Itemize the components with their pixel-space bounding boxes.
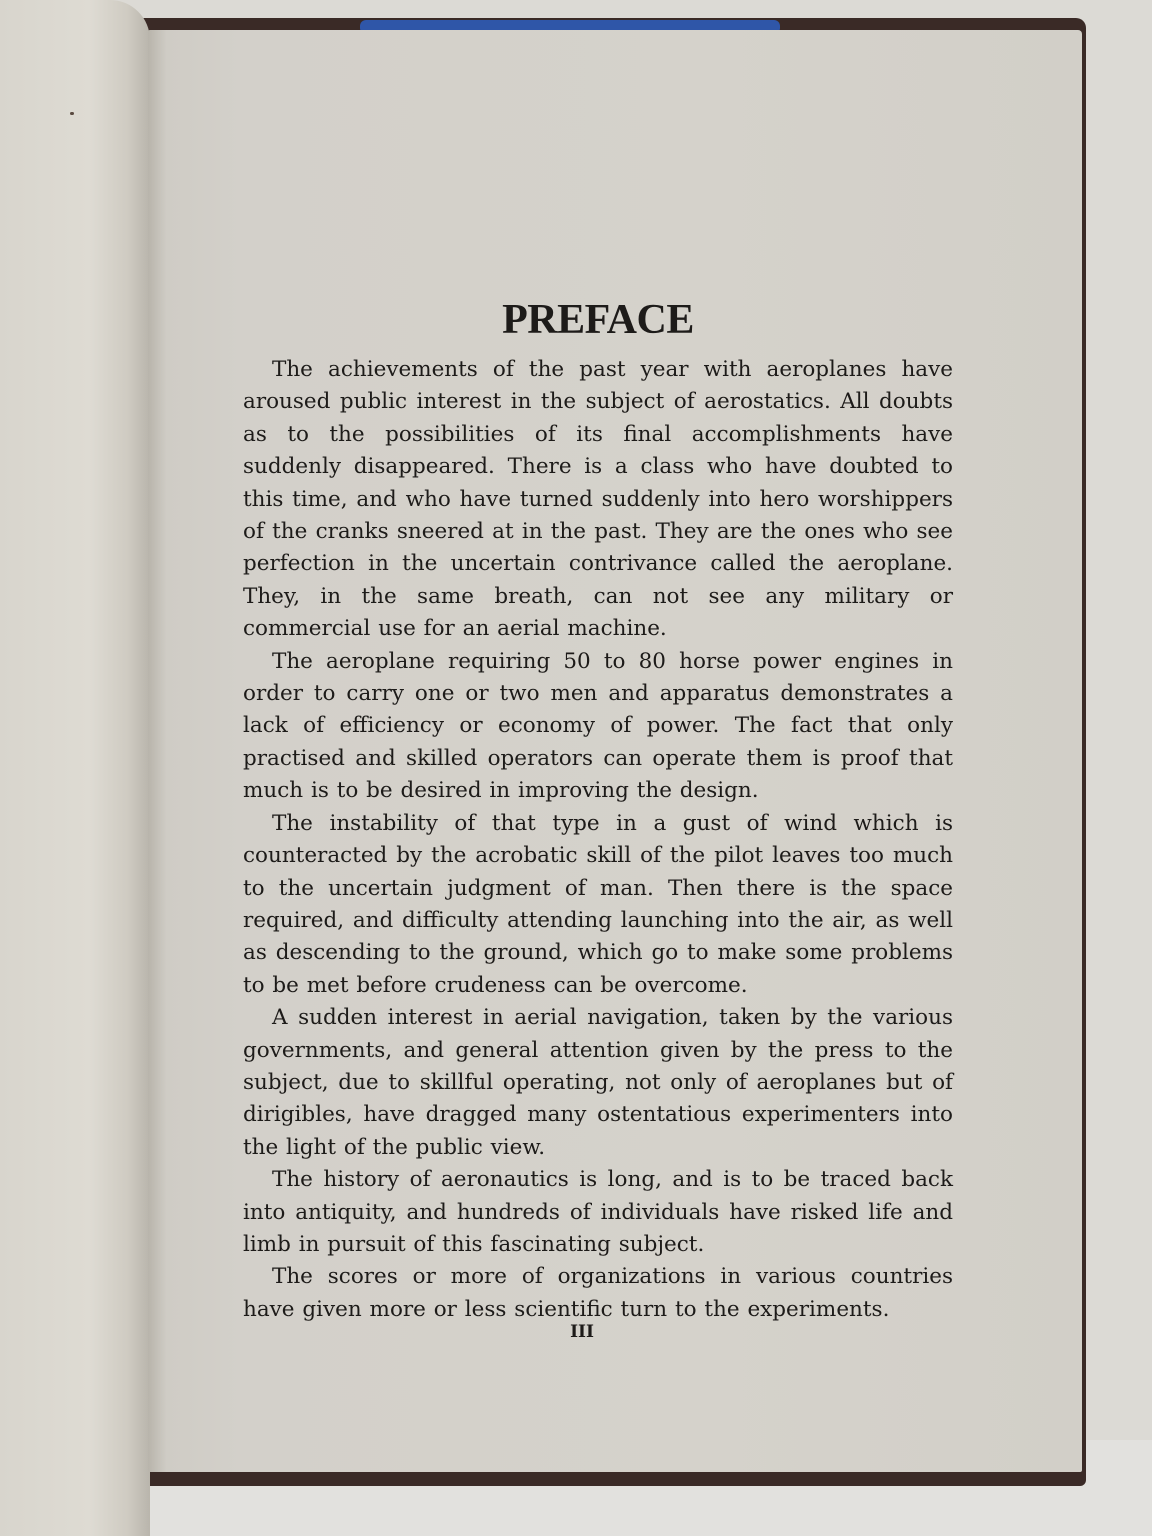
- page-text-block: [243, 292, 953, 1326]
- page-number: III: [570, 1322, 594, 1342]
- paragraph: The aeroplane requiring 50 to 80 horse power engines in order to carry one or two men and apparatus demonstrates a lack of efficiency or economy of power. The fact that only practised and skilled operators can operate them is proof that much is to be desired in improving the design.: [243, 648, 953, 804]
- page-title: PREFACE: [502, 297, 694, 343]
- paragraph: The achievements of the past year with aeroplanes have aroused public interest in the subject of aerostatics. All doubts as to the possibilities of its final accomplishments have suddenly disappeared. There is a class who have doubted to this time, and who have turned suddenly into hero worshippers of the cranks sneered at in the past. They are the ones who see perfection in the uncertain contrivance called the aeroplane. They, in the same breath, can not see any military or commercial use for an aerial machine.: [243, 357, 953, 642]
- paragraph: The scores or more of organizations in various countries have given more or less scientific turn to the experiments.: [243, 1264, 953, 1322]
- left-page: [0, 0, 150, 1536]
- paper-speck: [70, 112, 74, 115]
- paragraph: The instability of that type in a gust of wind which is counteracted by the acrobatic skill of the pilot leaves too much to the uncertain judgment of man. Then there is the space required, and difficulty attending launching into the air, as well as descending to the ground, which go to make some problems to be met before crudeness can be overcome.: [243, 810, 953, 998]
- paragraph: The history of aeronautics is long, and is to be traced back into antiquity, and hundreds of individuals have risked life and limb in pursuit of this fascinating subject.: [243, 1167, 953, 1257]
- paragraph: A sudden interest in aerial navigation, taken by the various governments, and general attention given by the press to the subject, due to skillful operating, not only of aeroplanes but of dirigibles, have dragged many ostentatious experimenters into the light of the public view.: [243, 1005, 953, 1160]
